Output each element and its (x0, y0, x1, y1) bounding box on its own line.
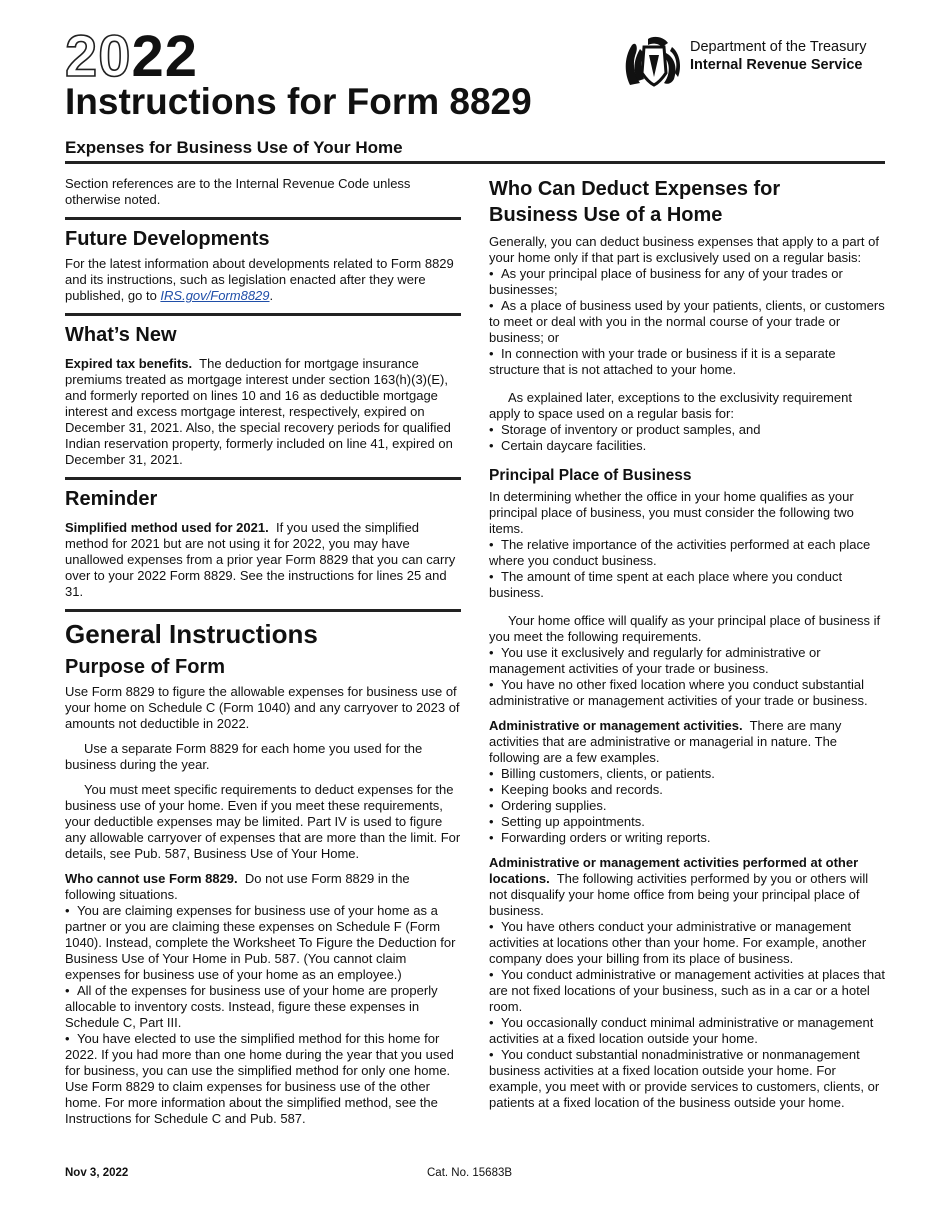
list-item: • The relative importance of the activities performed at each place where you conduct business. (489, 537, 885, 569)
who-can-deduct-text: Generally, you can deduct business expenses that apply to a part of your home only if that part is exclusively used on a regular basis: (489, 234, 879, 265)
agency-line-2: Internal Revenue Service (690, 57, 863, 73)
future-developments-end: . (269, 288, 274, 303)
intro-text: Section references are to the Internal Revenue Code unless otherwise noted. (65, 176, 411, 207)
document-subtitle: Expenses for Business Use of Your Home (65, 138, 403, 157)
future-developments-body: For the latest information about developments related to Form 8829 and its instructions, such as legislation enacted after they were published, go to (65, 256, 454, 303)
tax-year (65, 24, 199, 89)
tax-year-solid: 22 (131, 24, 199, 89)
purpose-paragraph-2: Use a separate Form 8829 for each home you used for the business during the year. (65, 741, 423, 772)
who-can-deduct-heading-line-2: Business Use of a Home (489, 204, 723, 226)
other-locations-text (489, 855, 885, 919)
list-item: • The amount of time spent at each place where you conduct business. (489, 569, 885, 601)
list-item: • You conduct administrative or management activities at places that are not fixed locations of your business, such as in a car or a hotel room. (489, 967, 885, 1015)
left-column (65, 176, 461, 1127)
whats-new-heading: What’s New (65, 324, 177, 346)
list-item: • You conduct substantial nonadministrative or nonmanagement business activities at a fixed location outside your home. For example, you meet with or provide services to customers, clients, or patients at a fixed location of the business outside your home. (489, 1047, 885, 1111)
catalog-number: Cat. No. 15683B (427, 1167, 513, 1179)
reminder-text (65, 520, 461, 600)
list-item: • You use it exclusively and regularly for administrative or management activities of your trade or business. (489, 645, 885, 677)
list-item: • Ordering supplies. (489, 798, 885, 814)
other-locations-body: The following activities performed by you or others will not disqualify your home office from being your principal place of business. (489, 871, 869, 918)
reminder-body: If you used the simplified method for 2021 but are not using it for 2022, you may have unallowed expenses from a prior year Form 8829 that you can carry over to your 2022 Form 8829. See the instructions for lines 25 and 31. (65, 520, 456, 599)
admin-activities-lead: Administrative or management activities. (489, 718, 743, 733)
who-cannot-lead: Who cannot use Form 8829. (65, 871, 238, 886)
tax-year-outline: 20 (65, 24, 132, 89)
right-column (489, 176, 885, 1111)
irs-form8829-link[interactable]: IRS.gov/Form8829 (160, 288, 270, 303)
list-item: • Billing customers, clients, or patients. (489, 766, 885, 782)
future-developments-heading: Future Developments (65, 228, 270, 250)
irs-eagle-logo-icon (622, 33, 684, 89)
admin-activities-body: There are many activities that are administrative or managerial in nature. The following are a few examples. (489, 718, 842, 765)
section-rule (65, 609, 461, 612)
list-item: • Setting up appointments. (489, 814, 885, 830)
list-item: • All of the expenses for business use of your home are properly allocable to inventory costs. Instead, figure these expenses in Schedule C, Part III. (65, 983, 461, 1031)
general-instructions-heading: General Instructions (65, 619, 318, 649)
purpose-paragraph-3: You must meet specific requirements to deduct expenses for the business use of your home. Even if you meet these requirements, your deductible expenses may be limited. Part IV is used to figure any allowable carryover of expenses that are more than the limit. For details, see Pub. 587, Business Use of Your Home. (65, 782, 461, 861)
section-rule (65, 313, 461, 316)
header-rule (65, 161, 885, 164)
purpose-paragraph-1: Use Form 8829 to figure the allowable expenses for business use of your home on Schedule C (Form 1040) and any carryover to 2023 of amounts not deductible in 2022. (65, 684, 460, 731)
list-item: • You have others conduct your administrative or management activities at locations other than your home. For example, another company does your billing from its place of business. (489, 919, 885, 967)
who-can-deduct-heading (489, 176, 885, 228)
requirements-text: Your home office will qualify as your principal place of business if you meet the following requirements. (489, 613, 881, 644)
principal-place-heading: Principal Place of Business (489, 467, 692, 484)
list-item: • You have elected to use the simplified method for this home for 2022. If you had more than one home during the year that you used for business, you can use the simplified method for only one home. Use Form 8829 to claim expenses for business use of the other home. For more information about the simplified method, see the Instructions for Schedule C and Pub. 587. (65, 1031, 461, 1127)
who-cannot-text (65, 871, 461, 903)
list-item: • You occasionally conduct minimal administrative or management activities at a fixed location outside your home. (489, 1015, 885, 1047)
agency-line-1: Department of the Treasury (690, 39, 867, 55)
section-rule (65, 477, 461, 480)
list-item: • Forwarding orders or writing reports. (489, 830, 885, 846)
who-cannot-body: Do not use Form 8829 in the following situations. (65, 871, 410, 902)
list-item: • As a place of business used by your patients, clients, or customers to meet or deal with you in the normal course of your trade or business; or (489, 298, 885, 346)
other-locations-lead: Administrative or management activities performed at other locations. (489, 855, 859, 886)
who-can-deduct-heading-line-1: Who Can Deduct Expenses for (489, 178, 781, 200)
list-item: • Storage of inventory or product samples, and (489, 422, 885, 438)
list-item: • You have no other fixed location where you conduct substantial administrative or management activities of your trade or business. (489, 677, 885, 709)
whats-new-body: The deduction for mortgage insurance premiums treated as mortgage interest under section 163(h)(3)(E), and formerly reported on lines 10 and 16 as deductible mortgage interest and excess mortgage interest, respectively, expired on December 31, 2021. Also, the special recovery periods for qualified Indian reservation property, formerly included on line 41, expired on December 31, 2021. (65, 356, 453, 467)
agency-block (622, 33, 867, 89)
principal-place-text: In determining whether the office in your home qualifies as your principal place of business, you must consider the following two items. (489, 489, 854, 536)
list-item: • As your principal place of business for any of your trades or businesses; (489, 266, 885, 298)
section-rule (65, 217, 461, 220)
list-item: • Certain daycare facilities. (489, 438, 885, 454)
reminder-heading: Reminder (65, 488, 158, 510)
exceptions-text: As explained later, exceptions to the exclusivity requirement apply to space used on a regular basis for: (489, 390, 852, 421)
list-item: • Keeping books and records. (489, 782, 885, 798)
purpose-of-form-heading: Purpose of Form (65, 656, 226, 678)
list-item: • In connection with your trade or business if it is a separate structure that is not attached to your home. (489, 346, 885, 378)
admin-activities-text (489, 718, 885, 766)
reminder-lead: Simplified method used for 2021. (65, 520, 269, 535)
whats-new-lead: Expired tax benefits. (65, 356, 193, 371)
whats-new-text (65, 356, 461, 468)
document-title: Instructions for Form 8829 (65, 81, 532, 122)
list-item: • You are claiming expenses for business use of your home as a partner or you are claiming these expenses on Schedule F (Form 1040). Instead, complete the Worksheet To Figure the Deduction for Business Use of Your Home in Pub. 587. (You cannot claim expenses for business use of your home as an employee.) (65, 903, 461, 983)
revision-date: Nov 3, 2022 (65, 1167, 129, 1179)
future-developments-text (65, 256, 461, 304)
